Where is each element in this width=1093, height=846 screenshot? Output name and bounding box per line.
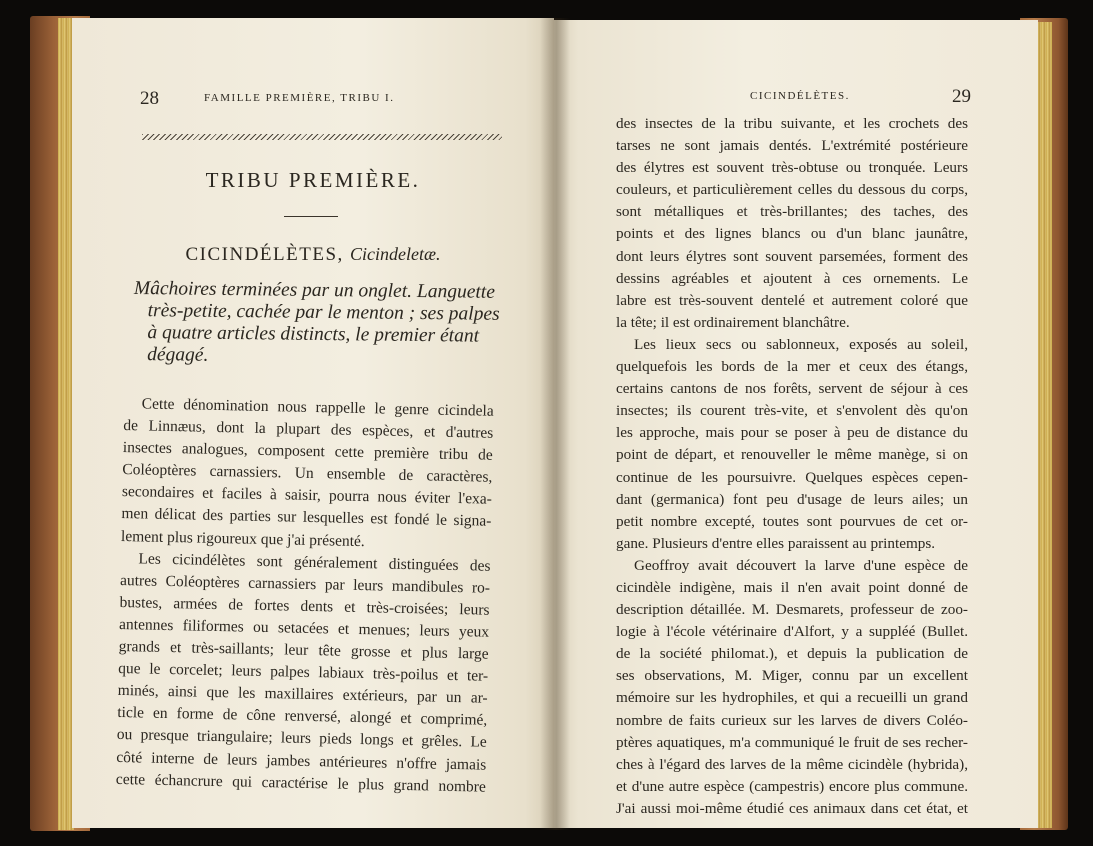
genus-latin: Cicindeletæ. [350,244,441,264]
text-line: points et des lignes blancs ou d'un blanc jaunâtre, [616,225,968,243]
text-line: côté interne de leurs jambes antérieures n'offre jamais [116,748,487,774]
text-line: et d'une autre espèce (campestris) encore plus commune. [616,777,968,795]
text-line: minés, ainsi que les maxillaires extérieurs, par un ar- [117,682,488,707]
diagnosis [133,278,500,370]
text-line: cette échancrure qui caractérise le plus grand nombre [115,770,487,796]
text-line: grands et très-saillants; leur tête grosse et plus large [118,637,489,663]
text-line: insectes analogues, composent cette première tribu de [122,439,493,464]
text-line: dessins agréables et ajoutent à ces ornements. Le [616,269,968,287]
genus-heading [72,244,554,266]
gilt-edge-right [1036,22,1052,828]
right-body-text [616,113,968,820]
text-line: continue de les poursuivre. Quelques espèces cepen- [616,468,968,486]
text-line: nombre de faits curieux sur les larves de divers Coléo- [616,711,968,729]
left-body-text [116,393,494,798]
right-page [554,20,1038,828]
text-line: ches à l'égard des larves de la même cicindèle (hybrida), [616,755,968,773]
genus-title: CICINDÉLÈTES, [185,244,344,265]
text-line: lement plus rigoureux que j'ai présenté. [120,527,365,550]
text-line: certains cantons de nos forêts, servent de séjour à ces [616,380,968,398]
text-line: Coléoptères carnassiers. Un ensemble de caractères, [122,461,493,487]
text-line: quelquefois les bords de la mer et ceux des étangs, [616,358,968,376]
text-line: de Linnæus, dont la plupart des espèces, et d'autres [123,417,494,442]
text-line: gane. Plusieurs d'entre elles paraissent au printemps. [616,534,936,552]
text-line: ptères aquatiques, m'a communiqué le fruit de ses recher- [616,733,968,751]
text-line: ou presque triangulaire; leurs pieds longs et grêles. Le [116,726,487,752]
diagnosis-line: à quatre articles distincts, le premier étant [147,322,480,347]
text-line: description détaillée. M. Desmarets, professeur de zoo- [616,601,968,619]
text-line: les approche, mais pour se poser à peu de distance du [616,424,968,442]
text-line: Les cicindélètes sont généralement distinguées des [138,549,491,575]
text-line: ses observations, M. Miger, connu par un excellent [616,667,968,685]
text-line: sont métalliques et très-brillantes; des taches, des [616,203,968,221]
text-line: cicindèle indigène, mais il n'en avait point donné de [616,578,968,596]
text-line: que le corcelet; leurs palpes labiaux très-poilus et ter- [118,660,489,685]
text-line: des insectes de la tribu suivante, et les crochets des [616,115,968,132]
text-line: labre est très-souvent dentelé et autrement coloré que [616,291,968,309]
text-line: insectes; ils courent très-vite, et s'envolent dès qu'on [616,402,968,420]
text-line: dont leurs élytres sont souvent parsemées, forment des [616,247,968,265]
book-gutter [540,18,570,830]
text-line: secondaires et faciles à saisir, pourra nous éviter l'exa- [121,483,493,509]
text-line: petit nombre excepté, toutes sont pourvues de cet or- [616,512,968,530]
diagnosis-line: très-petite, cachée par le menton ; ses palpes [147,300,500,325]
text-line: des élytres est souvent très-obtuse ou tronquée. Leurs [616,159,968,177]
text-line: Geoffroy avait découvert la larve d'une espèce de [634,556,968,574]
tribe-title: TRIBU PREMIÈRE. [205,168,421,192]
text-line: de la société philomat.), et depuis la publication de [616,645,968,663]
text-line: autres Coléoptères carnassiers par leurs mandibules ro- [119,571,491,597]
diagnosis-line: dégagé. [147,344,209,366]
text-line: la tête; il est ordinairement blanchâtre. [616,313,850,331]
running-head-right: CICINDÉLÈTES. [750,90,850,102]
page-number-left: 28 [140,88,159,109]
running-head-left: FAMILLE PREMIÈRE, TRIBU I. [204,92,395,104]
text-line: couleurs, et particulièrement celles du dessous du corps, [616,181,968,199]
title-divider [284,216,338,217]
diagnosis-line: Mâchoires terminées par un onglet. Languette [133,278,496,303]
text-line: Les lieux secs ou sablonneux, exposés au soleil, [634,335,968,353]
text-line: J'ai aussi moi-même étudié ces animaux dans cet état, et [616,799,968,817]
text-line: mémoire sur les hydrophiles, et qui a recueilli un grand [616,689,968,707]
text-line: Cette dénomination nous rappelle le genre cicindela [141,395,494,420]
text-line: antennes filiformes ou setacées et menues; leurs yeux [118,615,490,641]
text-line: logie à l'école vétérinaire d'Alfort, y a suppléé (Bullet. [616,623,968,641]
text-line: tarses ne sont jamais dentés. L'extrémité postérieure [616,137,968,155]
text-line: men délicat des parties sur lesquelles est fondé le signa- [121,505,492,531]
text-line: dant (germanica) font peu d'usage de leurs ailes; un [616,490,968,508]
page-number-right: 29 [952,86,971,107]
text-line: ticle en forme de cône renversé, alongé et comprimé, [117,704,488,729]
ornamental-rule [142,134,502,140]
text-line: bustes, armées de fortes dents et très-croisées; leurs [119,593,490,619]
text-line: point de départ, et renouveller le même manège, si on [616,446,968,464]
left-page [72,18,554,828]
